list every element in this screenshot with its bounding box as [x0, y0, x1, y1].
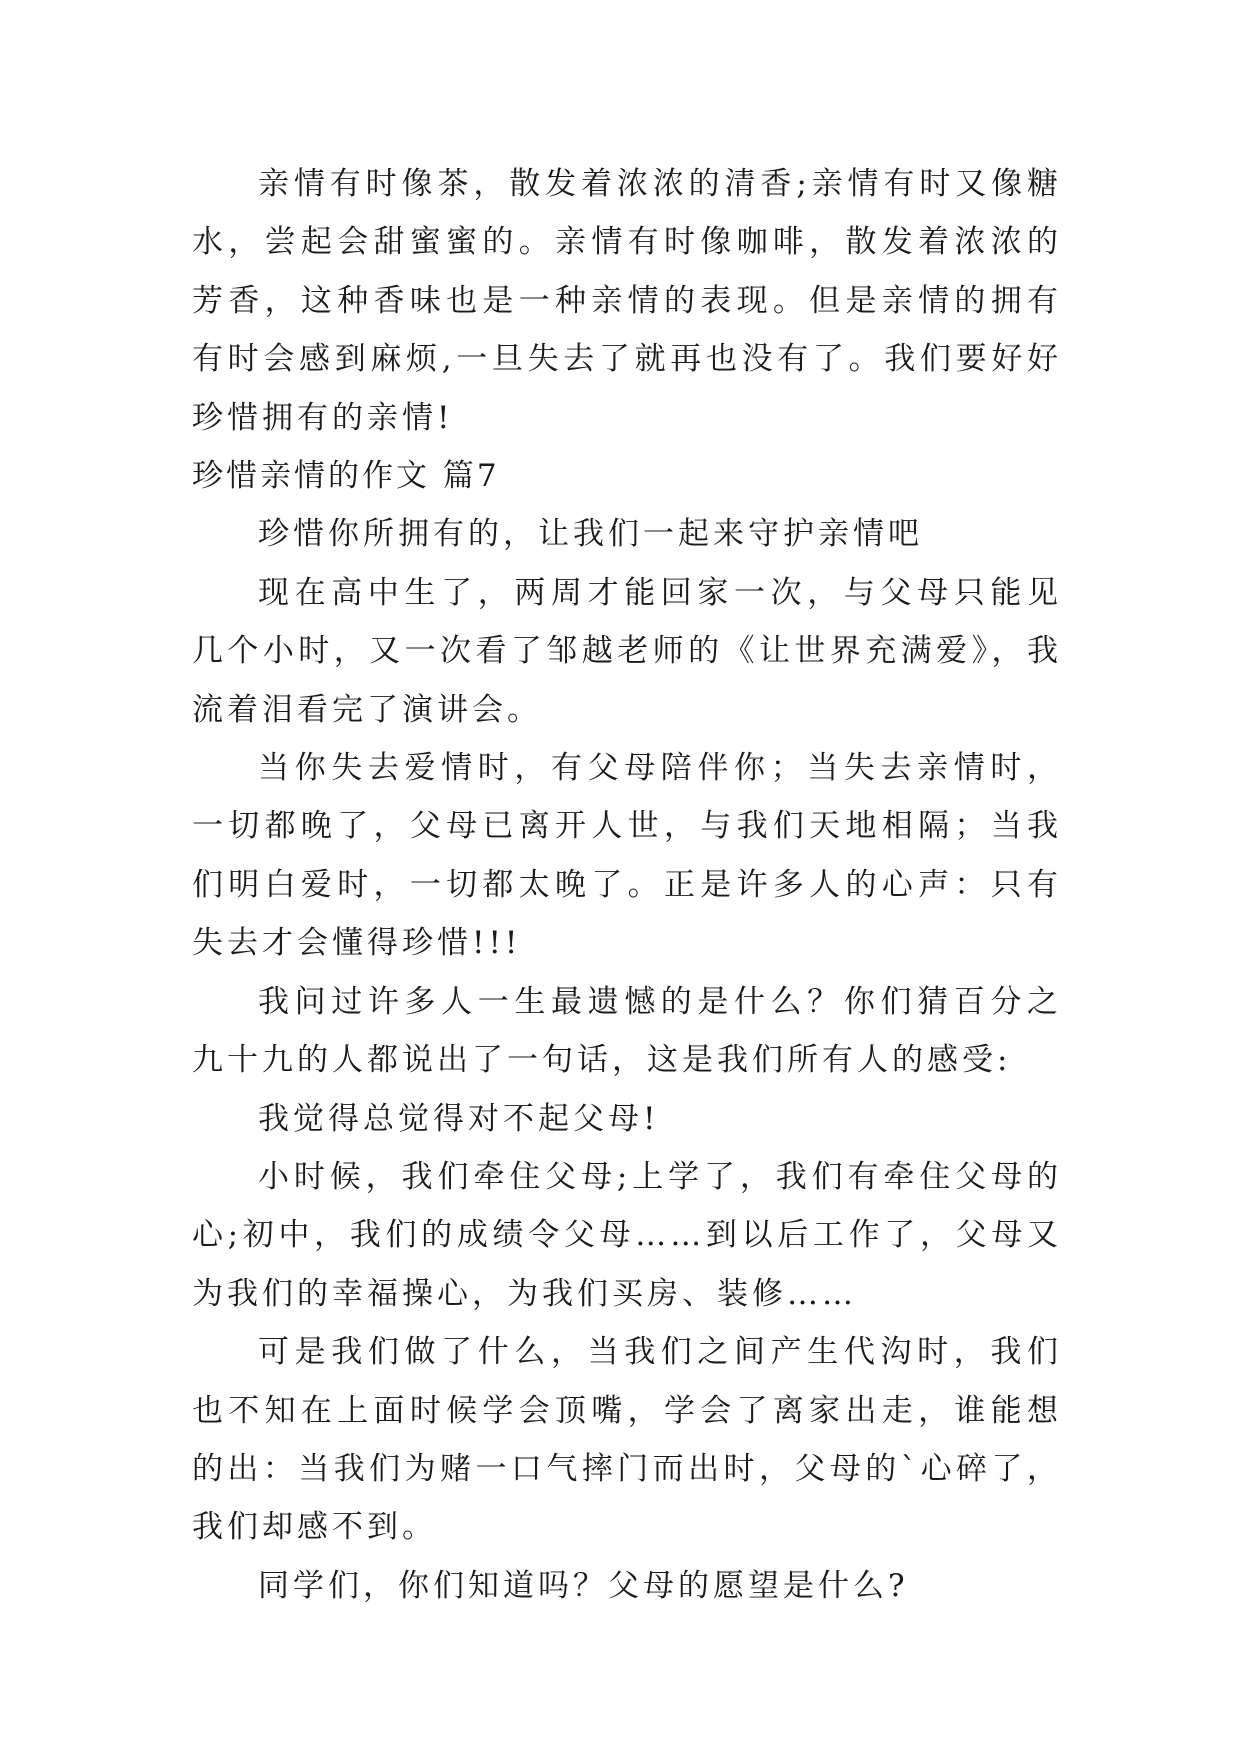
paragraph-6: 我觉得总觉得对不起父母!: [258, 1100, 660, 1137]
paragraph-8: 可是我们做了什么，当我们之间产生代沟时，我们也不知在上面时候学会顶嘴，学会了离家出走，谁能想的出：当我们为赌一口气摔门而出时，父母的`心碎了，我们却感不到。: [192, 1334, 1062, 1546]
paragraph-7: 小时候，我们牵住父母;上学了，我们有牵住父母的心;初中，我们的成绩令父母……到以后工作了，父母又为我们的幸福操心，为我们买房、装修……: [192, 1158, 1062, 1312]
paragraph-9: 同学们，你们知道吗？父母的愿望是什么?: [258, 1567, 909, 1604]
document-body: [192, 155, 1062, 1615]
paragraph-2: 珍惜你所拥有的，让我们一起来守护亲情吧: [258, 516, 923, 553]
paragraph-4: 当你失去爱情时，有父母陪伴你；当失去亲情时，一切都晚了，父母已离开人世，与我们天地相隔；当我们明白爱时，一切都太晚了。正是许多人的心声：只有失去才会懂得珍惜!!!: [192, 750, 1062, 962]
section-heading: 珍惜亲情的作文 篇7: [192, 458, 500, 495]
paragraph-3: 现在高中生了，两周才能回家一次，与父母只能见几个小时，又一次看了邹越老师的《让世界充满爱》，我流着泪看完了演讲会。: [192, 574, 1062, 728]
paragraph-5: 我问过许多人一生最遗憾的是什么？你们猜百分之九十九的人都说出了一句话，这是我们所有人的感受:: [192, 983, 1062, 1079]
paragraph-1: 亲情有时像茶，散发着浓浓的清香;亲情有时又像糖水，尝起会甜蜜蜜的。亲情有时像咖啡，散发着浓浓的芳香，这种香味也是一种亲情的表现。但是亲情的拥有有时会感到麻烦,一旦失去了就再也没有了。我们要好好珍惜拥有的亲情!: [192, 166, 1062, 436]
